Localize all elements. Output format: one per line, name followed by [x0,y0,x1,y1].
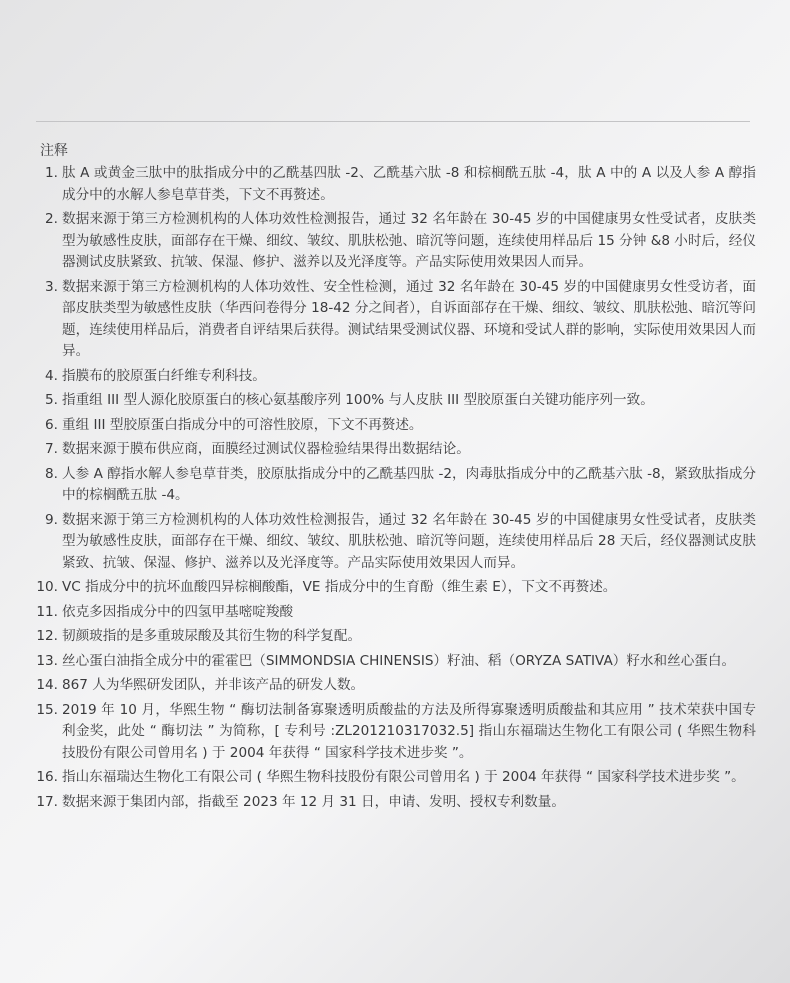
note-text: 人参 A 醇指水解人参皂草苷类，胶原肽指成分中的乙酰基四肽 -2，肉毒肽指成分中的乙酰基六肽 -8，紧致肽指成分中的棕榈酰五肽 -4。 [62,465,756,503]
note-text: 数据来源于集团内部，指截至 2023 年 12 月 31 日，申请、发明、授权专利数量。 [62,793,565,810]
note-text: 指山东福瑞达生物化工有限公司 ( 华熙生物科技股份有限公司曾用名 ) 于 2004 年获得 “ 国家科学技术进步奖 ”。 [62,769,745,785]
note-item [30,390,756,412]
note-text: 丝心蛋白油指全成分中的霍霍巴（SIMMONDSIA CHINENSIS）籽油、稻（ORYZA SATIVA）籽水和丝心蛋白。 [62,652,736,669]
note-item [30,767,756,789]
note-text: 2019 年 10 月，华熙生物 “ 酶切法制备寡聚透明质酸盐的方法及所得寡聚透明质酸盐和其应用 ” 技术荣获中国专利金奖，此处 “ 酶切法 ” 为简称，[ 专利号 :ZL201210317032.5] 指山东福瑞达生物化工有限公司 ( 华熙生物科技股份有限公司曾用名 ) 于 2004 年获得 “ 国家科学技术进步奖 ”。 [62,701,756,761]
note-item [30,602,756,624]
note-item [30,626,756,648]
note-number: 4. [45,367,58,384]
note-text: 依克多因指成分中的四氢甲基嘧啶羧酸 [62,603,294,620]
note-number: 15. [36,701,58,718]
note-item [30,366,756,388]
note-item [30,675,756,697]
note-number: 7. [45,441,58,457]
note-item [30,792,756,814]
note-text: 肽 A 或黄金三肽中的肽指成分中的乙酰基四肽 -2、乙酰基六肽 -8 和棕榈酰五肽 -4，肽 A 中的 A 以及人参 A 醇指成分中的水解人参皂草苷类，下文不再赘述。 [62,165,756,203]
note-text: VC 指成分中的抗坏血酸四异棕榈酸酯，VE 指成分中的生育酚（维生素 E），下文不再赘述。 [62,579,617,595]
note-number: 1. [45,165,58,181]
note-item [30,464,756,507]
note-item [30,163,756,206]
note-number: 10. [36,579,58,595]
note-number: 2. [45,211,58,227]
note-number: 11. [36,603,58,620]
top-divider [36,121,750,122]
note-text: 数据来源于第三方检测机构的人体功效性检测报告，通过 32 名年龄在 30-45 岁的中国健康男女性受试者，皮肤类型为敏感性皮肤，面部存在干燥、细纹、皱纹、肌肤松弛、暗沉等问题，连续使用样品后 15 分钟 &8 小时后，经仪器测试皮肤紧致、抗皱、保湿、修护、滋养以及光泽度等。产品实际使用效果因人而异。 [62,211,756,270]
note-item [30,209,756,274]
note-number: 12. [36,628,58,644]
note-text: 数据来源于第三方检测机构的人体功效性检测报告，通过 32 名年龄在 30-45 岁的中国健康男女性受试者，皮肤类型为敏感性皮肤，面部存在干燥、细纹、皱纹、肌肤松弛、暗沉等问题，连续使用样品后 28 天后，经仪器测试皮肤紧致、抗皱、保湿、修护、滋养以及光泽度等。产品实际使用效果因人而异。 [62,511,756,571]
note-number: 8. [45,465,58,482]
note-item [30,510,756,575]
note-number: 3. [45,278,58,295]
note-text: 重组 III 型胶原蛋白指成分中的可溶性胶原，下文不再赘述。 [62,416,423,433]
note-item [30,651,756,673]
note-number: 16. [36,769,58,785]
note-text: 数据来源于第三方检测机构的人体功效性、安全性检测，通过 32 名年龄在 30-45 岁的中国健康男女性受访者，面部皮肤类型为敏感性皮肤（华西问卷得分 18-42 分之间者），自诉面部存在干燥、细纹、皱纹、肌肤松弛、暗沉等问题，连续使用样品后，消费者自评结果后获得。测试结果受测试仪器、环境和受试人群的影响，实际使用效果因人而异。 [62,278,756,359]
notes-heading: 注释 [40,143,68,159]
note-item [30,700,756,765]
note-number: 6. [45,416,58,433]
note-item [30,277,756,363]
note-text: 数据来源于膜布供应商，面膜经过测试仪器检验结果得出数据结论。 [62,441,470,457]
note-item [30,577,756,599]
note-number: 13. [36,652,58,669]
note-item [30,439,756,461]
note-number: 14. [36,677,58,693]
note-text: 指膜布的胶原蛋白纤维专利科技。 [62,367,266,384]
note-text: 指重组 III 型人源化胶原蛋白的核心氨基酸序列 100% 与人皮肤 III 型胶原蛋白关键功能序列一致。 [62,392,654,408]
note-number: 17. [36,793,58,810]
note-item [30,415,756,437]
notes-list [30,163,756,816]
note-text: 韧颜玻指的是多重玻尿酸及其衍生物的科学复配。 [62,628,362,644]
note-text: 867 人为华熙研发团队，并非该产品的研发人数。 [62,677,365,693]
note-number: 9. [45,511,58,528]
note-number: 5. [45,392,58,408]
